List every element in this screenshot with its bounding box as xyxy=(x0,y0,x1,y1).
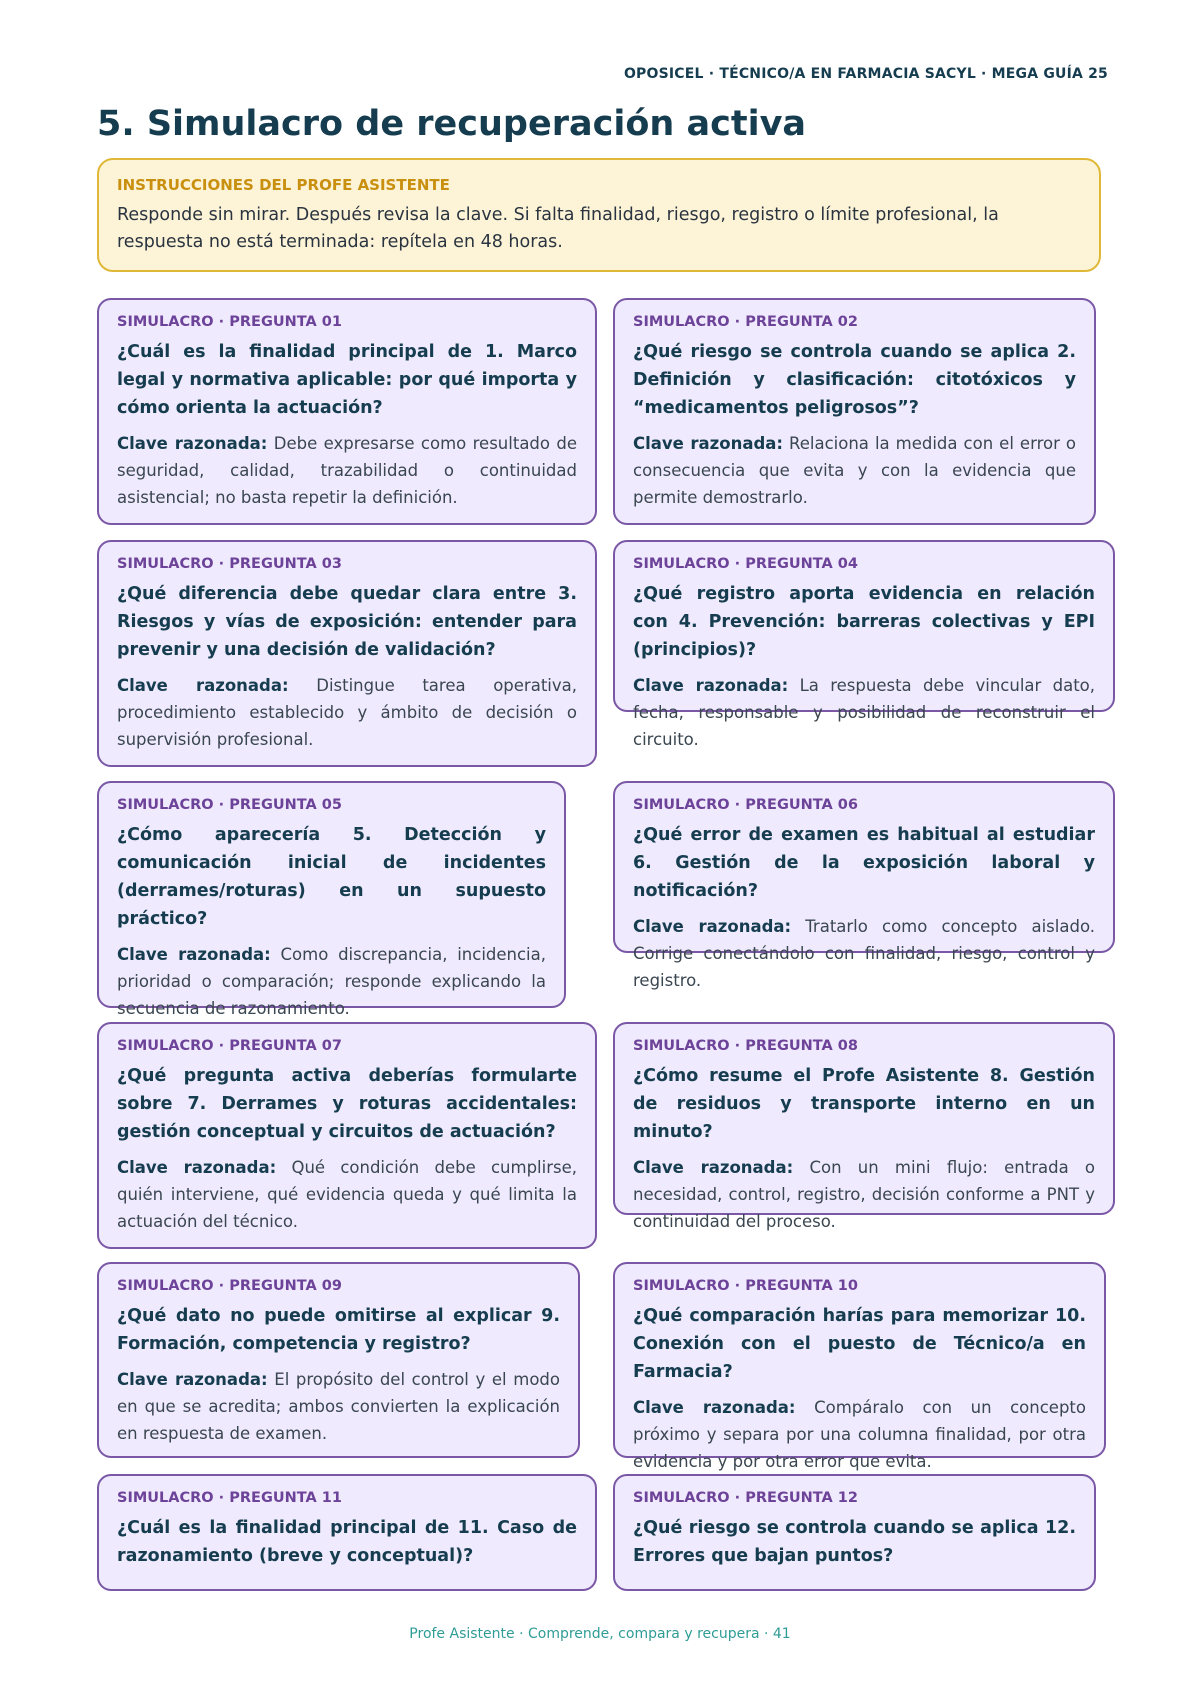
card-question: ¿Cómo aparecería 5. Detección y comunicación inicial de incidentes (derrames/roturas) en un supuesto práctico? xyxy=(117,825,546,929)
answer-text: Tratarlo como concepto aislado. Corrige conectándolo con finalidad, riesgo, control y registro. xyxy=(633,917,1095,990)
answer-prefix: Clave razonada: xyxy=(117,676,289,695)
card-answer xyxy=(633,913,1095,994)
card-label: SIMULACRO · PREGUNTA 11 xyxy=(117,1490,342,1506)
answer-text: Distingue tarea operativa, procedimiento establecido y ámbito de decisión o supervisión profesional. xyxy=(117,676,577,749)
card-question: ¿Qué riesgo se controla cuando se aplica 12. Errores que bajan puntos? xyxy=(633,1518,1076,1566)
answer-prefix: Clave razonada: xyxy=(633,917,792,936)
question-card-09 xyxy=(97,1262,580,1458)
card-question: ¿Qué comparación harías para memorizar 10. Conexión con el puesto de Técnico/a en Farmacia? xyxy=(633,1306,1086,1382)
instructions-box xyxy=(97,158,1101,272)
question-card-06 xyxy=(613,781,1115,990)
answer-text: Debe expresarse como resultado de seguridad, calidad, trazabilidad o continuidad asistencial; no basta repetir la definición. xyxy=(117,434,577,507)
card-answer xyxy=(117,430,577,511)
answer-text: Con un mini flujo: entrada o necesidad, control, registro, decisión conforme a PNT y continuidad del proceso. xyxy=(633,1158,1096,1231)
card-answer xyxy=(633,672,1095,753)
card-question: ¿Qué diferencia debe quedar clara entre 3. Riesgos y vías de exposición: entender para prevenir y una decisión de validación? xyxy=(117,584,577,660)
card-question: ¿Qué riesgo se controla cuando se aplica 2. Definición y clasificación: citotóxicos y “medicamentos peligrosos”? xyxy=(633,342,1076,418)
card-label: SIMULACRO · PREGUNTA 04 xyxy=(633,556,858,572)
answer-prefix: Clave razonada: xyxy=(633,1398,796,1417)
answer-prefix: Clave razonada: xyxy=(117,434,268,453)
card-question: ¿Qué dato no puede omitirse al explicar 9. Formación, competencia y registro? xyxy=(117,1306,560,1354)
question-card-12 xyxy=(613,1474,1096,1591)
card-answer xyxy=(117,1366,560,1447)
answer-text: Como discrepancia, incidencia, prioridad o comparación; responde explicando la secuencia de razonamiento. xyxy=(117,945,546,1018)
card-label: SIMULACRO · PREGUNTA 03 xyxy=(117,556,342,572)
card-question: ¿Qué pregunta activa deberías formularte sobre 7. Derrames y roturas accidentales: gestión conceptual y circuitos de actuación? xyxy=(117,1066,577,1142)
card-label: SIMULACRO · PREGUNTA 12 xyxy=(633,1490,858,1506)
answer-prefix: Clave razonada: xyxy=(117,945,271,964)
question-card-11 xyxy=(97,1474,597,1591)
question-card-10 xyxy=(613,1262,1106,1471)
card-question: ¿Cuál es la finalidad principal de 1. Marco legal y normativa aplicable: por qué importa y cómo orienta la actuación? xyxy=(117,342,577,418)
instructions-title: INSTRUCCIONES DEL PROFE ASISTENTE xyxy=(117,176,450,194)
question-card-01 xyxy=(97,298,597,525)
running-header: OPOSICEL · TÉCNICO/A EN FARMACIA SACYL · MEGA GUÍA 25 xyxy=(623,66,1108,82)
card-label: SIMULACRO · PREGUNTA 05 xyxy=(117,797,342,813)
answer-prefix: Clave razonada: xyxy=(117,1158,277,1177)
page-title: 5. Simulacro de recuperación activa xyxy=(97,104,807,144)
question-card-05 xyxy=(97,781,566,1018)
answer-text: Relaciona la medida con el error o consecuencia que evita y con la evidencia que permite demostrarlo. xyxy=(633,434,1076,507)
question-card-02 xyxy=(613,298,1096,525)
question-card-03 xyxy=(97,540,597,767)
answer-prefix: Clave razonada: xyxy=(117,1370,268,1389)
card-answer xyxy=(633,430,1076,511)
question-card-07 xyxy=(97,1022,597,1249)
answer-text: El propósito del control y el modo en que se acredita; ambos convierten la explicación en respuesta de examen. xyxy=(117,1370,560,1443)
answer-text: La respuesta debe vincular dato, fecha, responsable y posibilidad de reconstruir el circuito. xyxy=(633,676,1096,749)
instructions-body: Responde sin mirar. Después revisa la clave. Si falta finalidad, riesgo, registro o límite profesional, la respuesta no está terminada: repítela en 48 horas. xyxy=(117,205,999,252)
card-answer xyxy=(117,672,577,753)
card-label: SIMULACRO · PREGUNTA 10 xyxy=(633,1278,858,1294)
answer-text: Compáralo con un concepto próximo y separa por una columna finalidad, por otra evidencia y por otra error que evita. xyxy=(633,1398,1086,1471)
question-card-04 xyxy=(613,540,1115,749)
page-footer: Profe Asistente · Comprende, compara y recupera · 41 xyxy=(409,1626,791,1642)
card-question: ¿Qué registro aporta evidencia en relación con 4. Prevención: barreras colectivas y EPI (principios)? xyxy=(633,584,1095,660)
card-label: SIMULACRO · PREGUNTA 08 xyxy=(633,1038,858,1054)
card-label: SIMULACRO · PREGUNTA 07 xyxy=(117,1038,342,1054)
card-label: SIMULACRO · PREGUNTA 06 xyxy=(633,797,858,813)
answer-text: Qué condición debe cumplirse, quién interviene, qué evidencia queda y qué limita la actuación del técnico. xyxy=(117,1158,577,1231)
card-label: SIMULACRO · PREGUNTA 01 xyxy=(117,314,342,330)
card-question: ¿Cómo resume el Profe Asistente 8. Gestión de residuos y transporte interno en un minuto? xyxy=(633,1066,1095,1142)
card-question: ¿Cuál es la finalidad principal de 11. Caso de razonamiento (breve y conceptual)? xyxy=(117,1518,577,1566)
answer-prefix: Clave razonada: xyxy=(633,434,783,453)
answer-prefix: Clave razonada: xyxy=(633,676,789,695)
card-answer xyxy=(117,941,546,1022)
question-card-08 xyxy=(613,1022,1115,1231)
card-label: SIMULACRO · PREGUNTA 09 xyxy=(117,1278,342,1294)
answer-prefix: Clave razonada: xyxy=(633,1158,794,1177)
card-answer xyxy=(633,1154,1095,1235)
card-label: SIMULACRO · PREGUNTA 02 xyxy=(633,314,858,330)
card-answer xyxy=(117,1154,577,1235)
card-answer xyxy=(633,1394,1086,1475)
card-question: ¿Qué error de examen es habitual al estudiar 6. Gestión de la exposición laboral y notificación? xyxy=(633,825,1095,901)
